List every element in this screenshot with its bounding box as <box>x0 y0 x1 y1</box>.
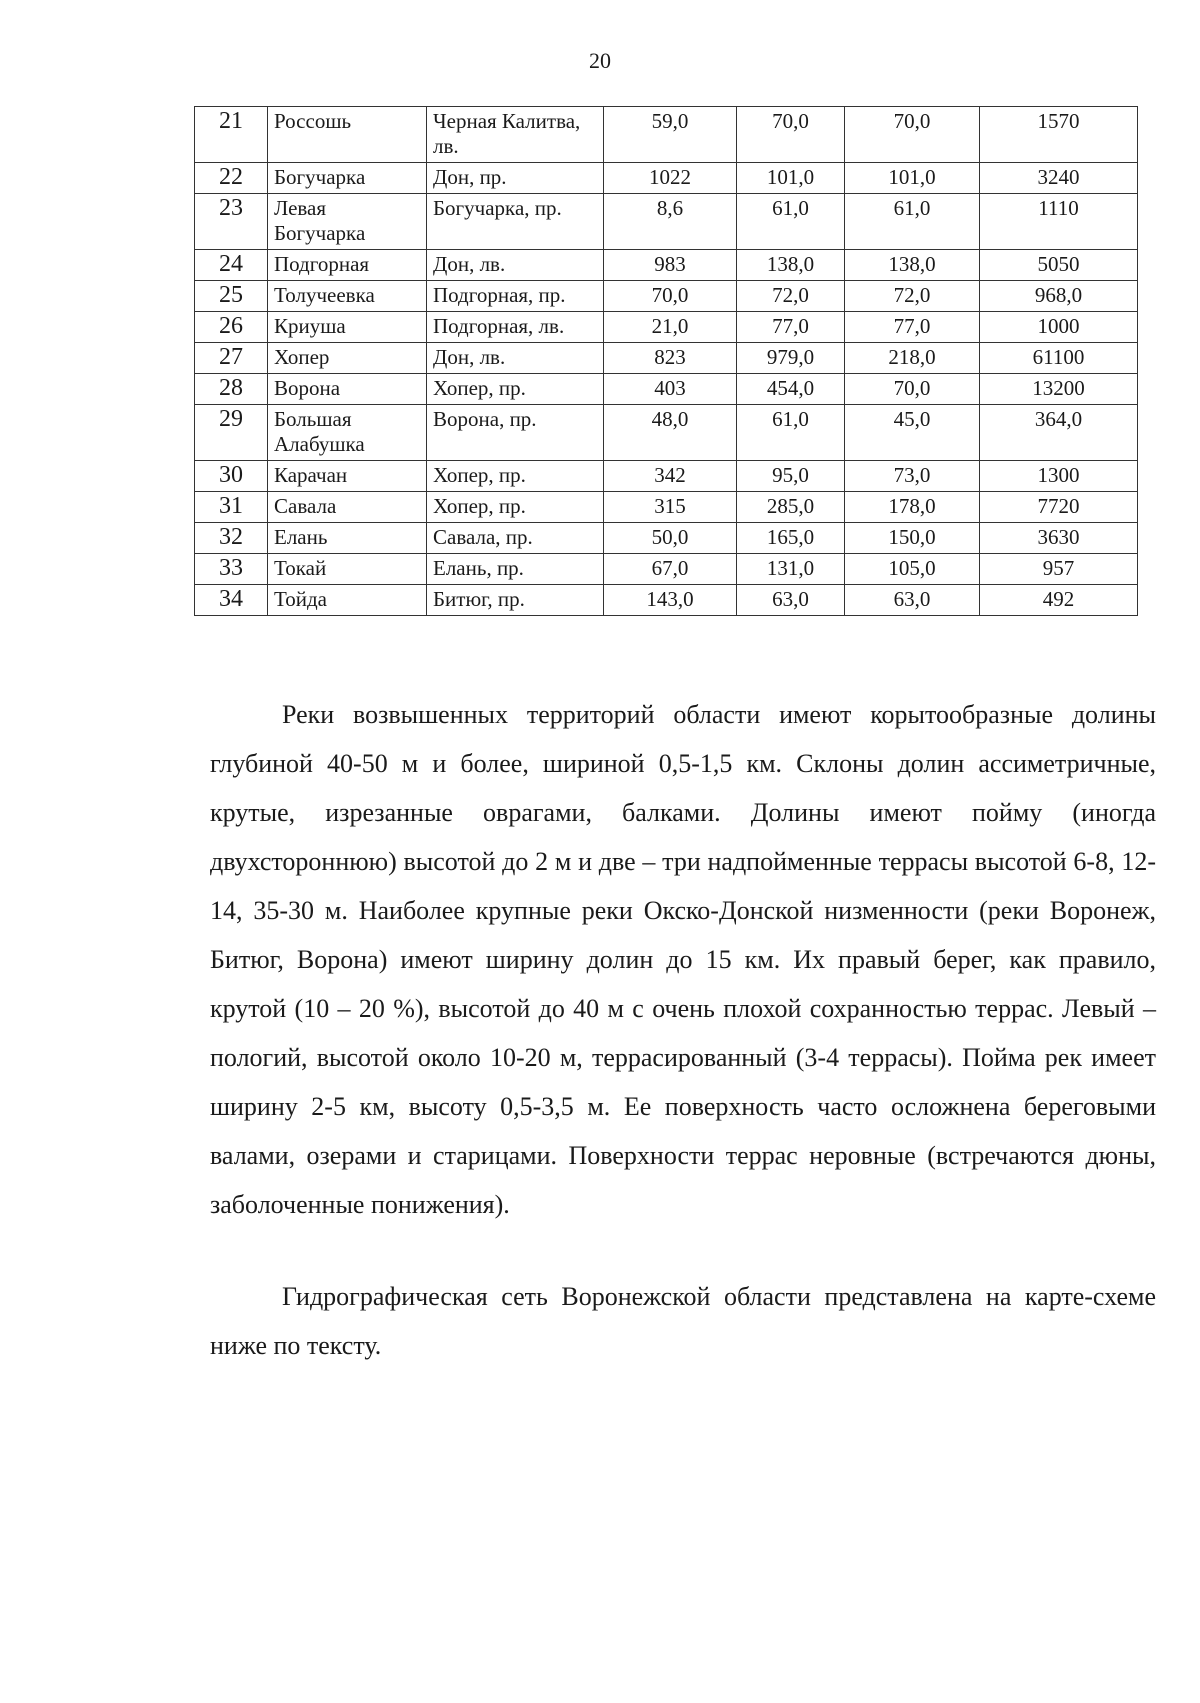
value-4-cell: 7720 <box>980 492 1138 523</box>
river-name-cell: Криуша <box>268 312 427 343</box>
tributary-of-cell: Дон, лв. <box>427 343 604 374</box>
table-row <box>195 281 1138 312</box>
table-row <box>195 312 1138 343</box>
value-3-cell: 63,0 <box>845 585 980 616</box>
tributary-of-cell: Подгорная, лв. <box>427 312 604 343</box>
value-4-cell: 364,0 <box>980 405 1138 461</box>
river-name-cell: Елань <box>268 523 427 554</box>
value-2-cell: 63,0 <box>737 585 845 616</box>
table-row <box>195 194 1138 250</box>
rivers-table-body <box>195 107 1138 616</box>
tributary-of-cell: Савала, пр. <box>427 523 604 554</box>
value-4-cell: 61100 <box>980 343 1138 374</box>
table-row <box>195 405 1138 461</box>
value-3-cell: 138,0 <box>845 250 980 281</box>
value-2-cell: 70,0 <box>737 107 845 163</box>
table-row <box>195 461 1138 492</box>
tributary-of-cell: Подгорная, пр. <box>427 281 604 312</box>
river-name-cell: Большая Алабушка <box>268 405 427 461</box>
value-3-cell: 72,0 <box>845 281 980 312</box>
row-number-cell: 30 <box>195 461 268 492</box>
value-4-cell: 968,0 <box>980 281 1138 312</box>
body-paragraph-rivers-valleys: Реки возвышенных территорий области имеют корытообразные долины глубиной 40-50 м и более, шириной 0,5-1,5 км. Склоны долин ассиметричные, крутые, изрезанные оврагами, балками. Долины имеют пойму (иногда двухстороннюю) высотой до 2 м и две – три надпойменные террасы высотой 6-8, 12-14, 35-30 м. Наиболее крупные реки Окско-Донской низменности (реки Воронеж, Битюг, Ворона) имеют ширину долин до 15 км. Их правый берег, как правило, крутой (10 – 20 %), высотой до 40 м с очень плохой сохранностью террас. Левый – пологий, высотой около 10-20 м, террасированный (3-4 террасы). Пойма рек имеет ширину 2-5 км, высоту 0,5-3,5 м. Ее поверхность часто осложнена береговыми валами, озерами и старицами. Поверхности террас неровные (встречаются дюны, заболоченные понижения). <box>210 700 1156 1219</box>
river-name-cell: Подгорная <box>268 250 427 281</box>
table-row <box>195 523 1138 554</box>
value-3-cell: 70,0 <box>845 374 980 405</box>
river-name-cell: Россошь <box>268 107 427 163</box>
rivers-table <box>194 106 1138 616</box>
row-number-cell: 27 <box>195 343 268 374</box>
value-3-cell: 105,0 <box>845 554 980 585</box>
value-1-cell: 50,0 <box>604 523 737 554</box>
value-1-cell: 983 <box>604 250 737 281</box>
value-2-cell: 138,0 <box>737 250 845 281</box>
table-row <box>195 585 1138 616</box>
value-4-cell: 5050 <box>980 250 1138 281</box>
row-number-cell: 22 <box>195 163 268 194</box>
row-number-cell: 32 <box>195 523 268 554</box>
row-number-cell: 25 <box>195 281 268 312</box>
value-3-cell: 77,0 <box>845 312 980 343</box>
value-1-cell: 403 <box>604 374 737 405</box>
river-name-cell: Левая Богучарка <box>268 194 427 250</box>
tributary-of-cell: Дон, пр. <box>427 163 604 194</box>
tributary-of-cell: Хопер, пр. <box>427 461 604 492</box>
tributary-of-cell: Хопер, пр. <box>427 492 604 523</box>
row-number-cell: 24 <box>195 250 268 281</box>
row-number-cell: 21 <box>195 107 268 163</box>
value-3-cell: 218,0 <box>845 343 980 374</box>
tributary-of-cell: Черная Калитва, лв. <box>427 107 604 163</box>
value-2-cell: 101,0 <box>737 163 845 194</box>
value-1-cell: 315 <box>604 492 737 523</box>
value-1-cell: 8,6 <box>604 194 737 250</box>
river-name-cell: Богучарка <box>268 163 427 194</box>
value-4-cell: 1110 <box>980 194 1138 250</box>
river-name-cell: Токай <box>268 554 427 585</box>
tributary-of-cell: Богучарка, пр. <box>427 194 604 250</box>
river-name-cell: Хопер <box>268 343 427 374</box>
value-1-cell: 1022 <box>604 163 737 194</box>
river-name-cell: Толучеевка <box>268 281 427 312</box>
value-1-cell: 67,0 <box>604 554 737 585</box>
value-3-cell: 73,0 <box>845 461 980 492</box>
value-1-cell: 48,0 <box>604 405 737 461</box>
value-4-cell: 957 <box>980 554 1138 585</box>
river-name-cell: Карачан <box>268 461 427 492</box>
table-row <box>195 492 1138 523</box>
value-4-cell: 3630 <box>980 523 1138 554</box>
value-1-cell: 21,0 <box>604 312 737 343</box>
river-name-cell: Тойда <box>268 585 427 616</box>
tributary-of-cell: Ворона, пр. <box>427 405 604 461</box>
river-name-cell: Ворона <box>268 374 427 405</box>
value-2-cell: 131,0 <box>737 554 845 585</box>
table-row <box>195 107 1138 163</box>
value-4-cell: 1000 <box>980 312 1138 343</box>
table-row <box>195 554 1138 585</box>
value-2-cell: 285,0 <box>737 492 845 523</box>
value-2-cell: 77,0 <box>737 312 845 343</box>
value-3-cell: 45,0 <box>845 405 980 461</box>
row-number-cell: 33 <box>195 554 268 585</box>
tributary-of-cell: Хопер, пр. <box>427 374 604 405</box>
value-2-cell: 165,0 <box>737 523 845 554</box>
tributary-of-cell: Елань, пр. <box>427 554 604 585</box>
row-number-cell: 28 <box>195 374 268 405</box>
table-row <box>195 343 1138 374</box>
value-4-cell: 1300 <box>980 461 1138 492</box>
value-3-cell: 61,0 <box>845 194 980 250</box>
table-row <box>195 163 1138 194</box>
value-4-cell: 1570 <box>980 107 1138 163</box>
row-number-cell: 31 <box>195 492 268 523</box>
page-number: 20 <box>589 48 611 73</box>
value-2-cell: 61,0 <box>737 405 845 461</box>
value-2-cell: 454,0 <box>737 374 845 405</box>
value-4-cell: 13200 <box>980 374 1138 405</box>
tributary-of-cell: Дон, лв. <box>427 250 604 281</box>
row-number-cell: 34 <box>195 585 268 616</box>
value-1-cell: 70,0 <box>604 281 737 312</box>
row-number-cell: 29 <box>195 405 268 461</box>
body-paragraph-hydrographic-network: Гидрографическая сеть Воронежской области представлена на карте-схеме ниже по тексту. <box>210 1282 1156 1360</box>
value-3-cell: 150,0 <box>845 523 980 554</box>
value-2-cell: 72,0 <box>737 281 845 312</box>
river-name-cell: Савала <box>268 492 427 523</box>
value-4-cell: 3240 <box>980 163 1138 194</box>
value-3-cell: 70,0 <box>845 107 980 163</box>
value-2-cell: 61,0 <box>737 194 845 250</box>
value-1-cell: 59,0 <box>604 107 737 163</box>
value-1-cell: 342 <box>604 461 737 492</box>
value-4-cell: 492 <box>980 585 1138 616</box>
table-row <box>195 250 1138 281</box>
value-3-cell: 101,0 <box>845 163 980 194</box>
value-3-cell: 178,0 <box>845 492 980 523</box>
value-1-cell: 143,0 <box>604 585 737 616</box>
value-1-cell: 823 <box>604 343 737 374</box>
value-2-cell: 979,0 <box>737 343 845 374</box>
table-row <box>195 374 1138 405</box>
value-2-cell: 95,0 <box>737 461 845 492</box>
tributary-of-cell: Битюг, пр. <box>427 585 604 616</box>
row-number-cell: 23 <box>195 194 268 250</box>
row-number-cell: 26 <box>195 312 268 343</box>
